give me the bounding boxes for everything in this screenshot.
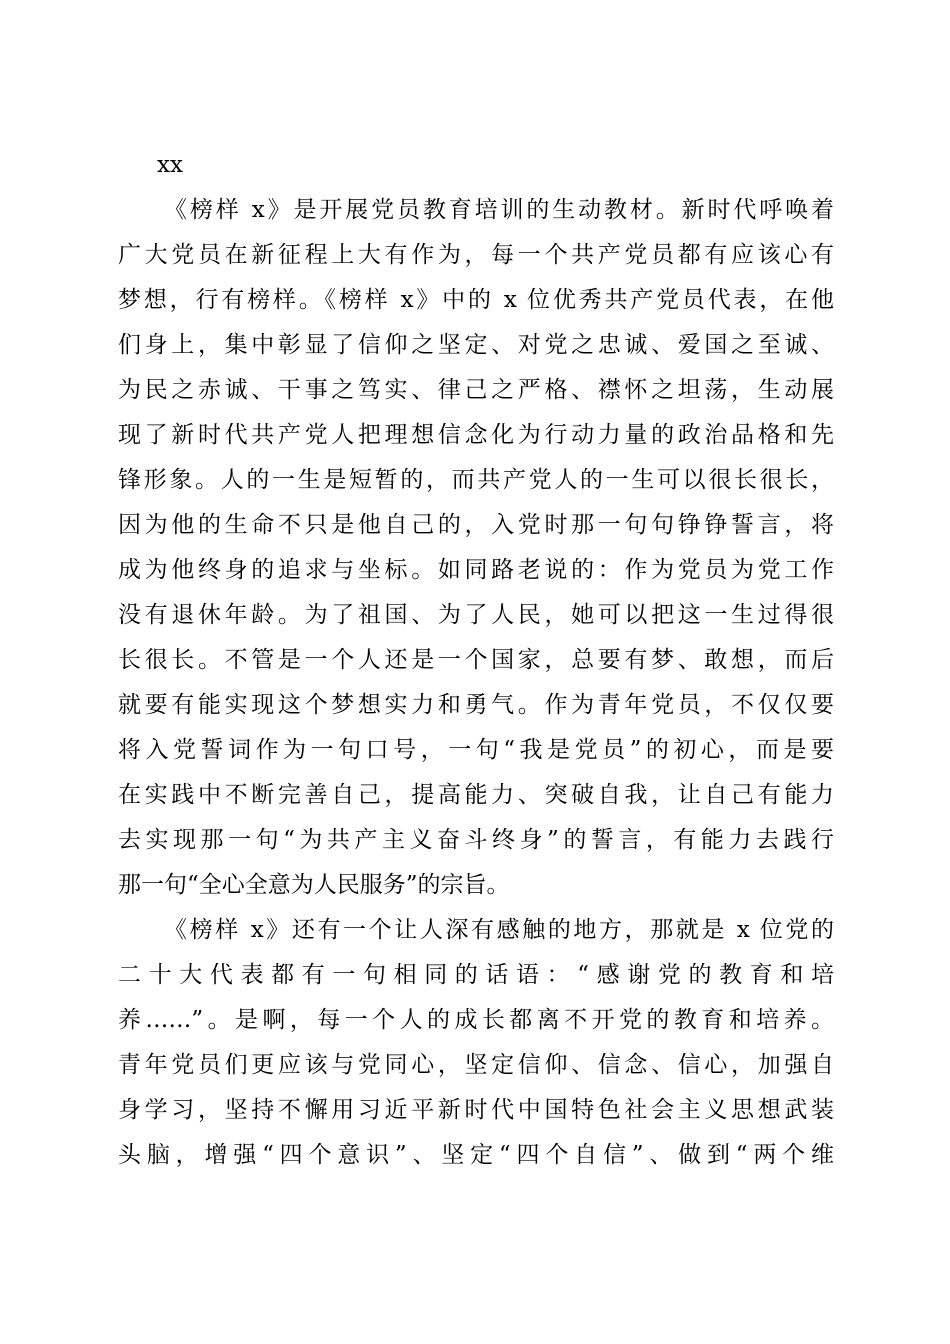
text-line: 在实践中不断完善自己，提高能力、突破自我，让自己有能力 <box>118 782 834 808</box>
text-line: 因为他的生命不只是他自己的，入党时那一句句铮铮誓言，将 <box>118 512 834 538</box>
text-line: 梦想，行有榜样。《榜样 x》中的 x 位优秀共产党员代表，在他 <box>118 287 834 313</box>
text-line: 广大党员在新征程上大有作为，每一个共产党员都有应该心有 <box>118 242 834 268</box>
text-line: 《榜样 x》是开展党员教育培训的生动教材。新时代呼唤着 <box>164 197 834 223</box>
text-line: 那一句“全心全意为人民服务”的宗旨。 <box>118 872 510 898</box>
text-line: 头脑，增强“四个意识”、坚定“四个自信”、做到“两个维 <box>118 1142 834 1168</box>
text-line: 没有退休年龄。为了祖国、为了人民，她可以把这一生过得很 <box>118 602 834 628</box>
text-line: 们身上，集中彰显了信仰之坚定、对党之忠诚、爱国之至诚、 <box>118 332 834 358</box>
text-line: 成为他终身的追求与坐标。如同路老说的：作为党员为党工作 <box>118 557 834 583</box>
text-line: 养……”。是啊，每一个人的成长都离不开党的教育和培养。 <box>118 1007 834 1033</box>
text-line: 《榜样 x》还有一个让人深有感触的地方，那就是 x 位党的 <box>164 917 834 943</box>
document-body <box>118 143 834 1178</box>
document-title: xx <box>157 152 183 178</box>
text-line: 身学习，坚持不懈用习近平新时代中国特色社会主义思想武装 <box>118 1097 834 1123</box>
text-line: 就要有能实现这个梦想实力和勇气。作为青年党员，不仅仅要 <box>118 692 834 718</box>
text-line: 现了新时代共产党人把理想信念化为行动力量的政治品格和先 <box>118 422 834 448</box>
paragraph-1 <box>118 188 834 908</box>
text-line: 为民之赤诚、干事之笃实、律己之严格、襟怀之坦荡，生动展 <box>118 377 834 403</box>
text-line: 二十大代表都有一句相同的话语：“感谢党的教育和培 <box>118 962 834 988</box>
text-line: 长很长。不管是一个人还是一个国家，总要有梦、敢想，而后 <box>118 647 834 673</box>
text-line: 锋形象。人的一生是短暂的，而共产党人的一生可以很长很长， <box>118 467 834 493</box>
text-line: 去实现那一句“为共产主义奋斗终身”的誓言，有能力去践行 <box>118 827 834 853</box>
text-line: 青年党员们更应该与党同心，坚定信仰、信念、信心，加强自 <box>118 1052 834 1078</box>
paragraph-2 <box>118 908 834 1178</box>
text-line: 将入党誓词作为一句口号，一句“我是党员”的初心，而是要 <box>118 737 834 763</box>
